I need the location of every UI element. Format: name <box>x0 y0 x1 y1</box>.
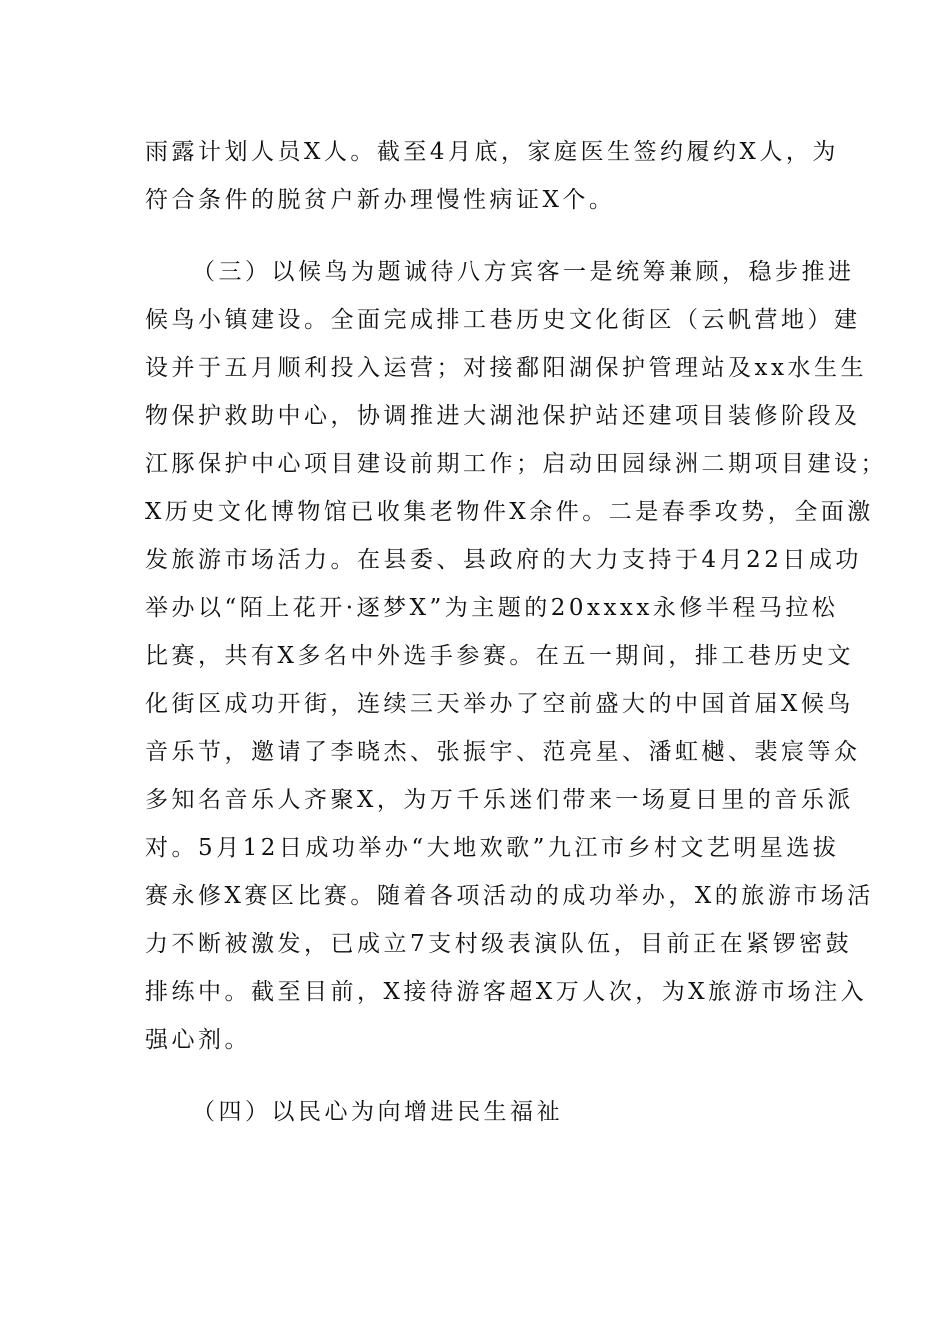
paragraph-line: 多知名音乐人齐聚X，为万千乐迷们带来一场夏日里的音乐派 <box>145 787 854 813</box>
paragraph-line: 举办以“陌上花开·逐梦X”为主题的20xxxx永修半程马拉松 <box>145 595 839 621</box>
paragraph-line: 设并于五月顺利投入运营；对接鄱阳湖保护管理站及xx水生生 <box>145 355 867 381</box>
paragraph-line: 符合条件的脱贫户新办理慢性病证X个。 <box>145 187 616 213</box>
paragraph-line: 排练中。截至目前，X接待游客超X万人次，为X旅游市场注入 <box>145 979 868 1005</box>
paragraph-line: X历史文化博物馆已收集老物件X余件。二是春季攻势，全面激 <box>145 499 874 525</box>
paragraph-line: 发旅游市场活力。在县委、县政府的大力支持于4月22日成功 <box>145 547 862 573</box>
section-heading-three: （三）以候鸟为题诚待八方宾客一是统筹兼顾，稳步推进 <box>192 259 855 285</box>
paragraph-line: 江豚保护中心项目建设前期工作；启动田园绿洲二期项目建设； <box>145 451 887 477</box>
paragraph-line: 比赛，共有X多名中外选手参赛。在五一期间，排工巷历史文 <box>145 643 854 669</box>
paragraph-line: 强心剂。 <box>145 1027 251 1053</box>
paragraph-line: 赛永修X赛区比赛。随着各项活动的成功举办，X的旅游市场活 <box>145 883 874 909</box>
paragraph-line: 对。5月12日成功举办“大地欢歌”九江市乡村文艺明星选拔 <box>145 835 840 861</box>
paragraph-line: 物保护救助中心，协调推进大湖池保护站还建项目装修阶段及 <box>145 403 861 429</box>
paragraph-line: 音乐节，邀请了李晓杰、张振宇、范亮星、潘虹樾、裴宸等众 <box>145 739 861 765</box>
section-heading-four: （四）以民心为向增进民生福祉 <box>192 1099 563 1125</box>
paragraph-line: 化街区成功开街，连续三天举办了空前盛大的中国首届X候鸟 <box>145 691 854 717</box>
paragraph-line: 候鸟小镇建设。全面完成排工巷历史文化街区（云帆营地）建 <box>145 307 861 333</box>
paragraph-line: 力不断被激发，已成立7支村级表演队伍，目前正在紧锣密鼓 <box>145 931 853 957</box>
paragraph-line: 雨露计划人员X人。截至4月底，家庭医生签约履约X人，为 <box>145 139 839 165</box>
